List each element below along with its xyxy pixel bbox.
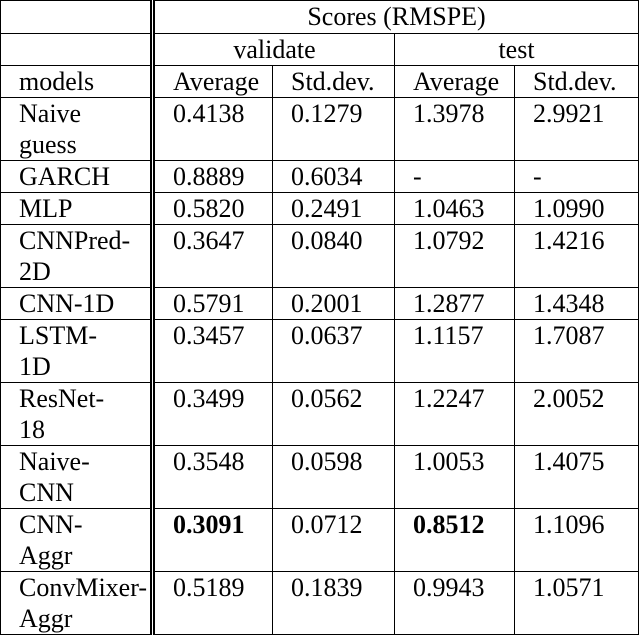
corner-cell-2 bbox=[1, 34, 153, 66]
column-header-models: models bbox=[1, 66, 153, 98]
header-row-group bbox=[1, 1, 639, 34]
model-name-cell bbox=[1, 193, 153, 225]
model-name-cell bbox=[1, 288, 153, 320]
model-name-cell bbox=[1, 446, 153, 509]
cell-validate-average: 0.3548 bbox=[153, 446, 273, 509]
cell-test-average: - bbox=[395, 161, 515, 193]
cell-validate-stddev: 0.6034 bbox=[273, 161, 395, 193]
table-row bbox=[1, 383, 639, 446]
cell-validate-stddev: 0.0598 bbox=[273, 446, 395, 509]
model-name-cell bbox=[1, 572, 153, 635]
table-row bbox=[1, 98, 639, 161]
column-header-validate-average: Average bbox=[153, 66, 273, 98]
cell-test-average: 1.0792 bbox=[395, 225, 515, 288]
model-name-line: CNN-1D bbox=[19, 289, 115, 318]
cell-test-stddev: 1.1096 bbox=[515, 509, 639, 572]
table-row bbox=[1, 572, 639, 635]
corner-cell bbox=[1, 1, 153, 34]
model-name-line: CNN- bbox=[19, 510, 83, 539]
cell-test-average: 1.2877 bbox=[395, 288, 515, 320]
model-name-line: CNN bbox=[19, 478, 74, 507]
model-name-line: CNNPred- bbox=[19, 226, 131, 255]
model-name-cell bbox=[1, 383, 153, 446]
model-name-cell bbox=[1, 320, 153, 383]
model-name-line: GARCH bbox=[19, 162, 111, 191]
cell-test-average: 1.0053 bbox=[395, 446, 515, 509]
cell-test-average: 1.0463 bbox=[395, 193, 515, 225]
table-row bbox=[1, 320, 639, 383]
cell-validate-average: 0.3499 bbox=[153, 383, 273, 446]
cell-test-stddev: 1.4348 bbox=[515, 288, 639, 320]
cell-test-stddev: 1.7087 bbox=[515, 320, 639, 383]
cell-test-stddev: 1.0571 bbox=[515, 572, 639, 635]
model-name-cell bbox=[1, 161, 153, 193]
cell-test-stddev: - bbox=[515, 161, 639, 193]
model-name-line: Aggr bbox=[19, 541, 73, 570]
cell-validate-average: 0.5820 bbox=[153, 193, 273, 225]
cell-test-stddev: 1.0990 bbox=[515, 193, 639, 225]
column-header-test-average: Average bbox=[395, 66, 515, 98]
cell-test-average: 1.3978 bbox=[395, 98, 515, 161]
subgroup-validate: validate bbox=[153, 34, 395, 66]
table-row bbox=[1, 161, 639, 193]
model-name-cell bbox=[1, 225, 153, 288]
cell-validate-average: 0.5791 bbox=[153, 288, 273, 320]
model-name-line: ResNet- bbox=[19, 384, 105, 413]
cell-test-average: 1.2247 bbox=[395, 383, 515, 446]
model-name-line: guess bbox=[19, 130, 77, 159]
table-row bbox=[1, 193, 639, 225]
model-name-line: Naive bbox=[19, 99, 82, 128]
cell-validate-stddev: 0.0840 bbox=[273, 225, 395, 288]
cell-validate-average: 0.3647 bbox=[153, 225, 273, 288]
cell-test-average: 0.8512 bbox=[395, 509, 515, 572]
cell-test-stddev: 1.4216 bbox=[515, 225, 639, 288]
table-row bbox=[1, 288, 639, 320]
header-row-columns bbox=[1, 66, 639, 98]
cell-validate-stddev: 0.0637 bbox=[273, 320, 395, 383]
cell-test-stddev: 2.9921 bbox=[515, 98, 639, 161]
cell-test-stddev: 1.4075 bbox=[515, 446, 639, 509]
cell-validate-stddev: 0.0712 bbox=[273, 509, 395, 572]
cell-validate-average: 0.3091 bbox=[153, 509, 273, 572]
cell-validate-average: 0.5189 bbox=[153, 572, 273, 635]
table-row bbox=[1, 225, 639, 288]
model-name-line: Aggr bbox=[19, 604, 73, 633]
table-row bbox=[1, 446, 639, 509]
cell-test-average: 0.9943 bbox=[395, 572, 515, 635]
cell-validate-stddev: 0.0562 bbox=[273, 383, 395, 446]
cell-validate-average: 0.8889 bbox=[153, 161, 273, 193]
model-name-line: 2D bbox=[19, 257, 51, 286]
group-header: Scores (RMSPE) bbox=[153, 1, 639, 34]
header-row-subgroup bbox=[1, 34, 639, 66]
cell-test-stddev: 2.0052 bbox=[515, 383, 639, 446]
subgroup-test: test bbox=[395, 34, 639, 66]
cell-test-average: 1.1157 bbox=[395, 320, 515, 383]
model-name-line: LSTM- bbox=[19, 321, 97, 350]
cell-validate-stddev: 0.2491 bbox=[273, 193, 395, 225]
table-row bbox=[1, 509, 639, 572]
model-name-line: 18 bbox=[19, 415, 45, 444]
model-name-line: Naive- bbox=[19, 447, 90, 476]
column-header-test-stddev: Std.dev. bbox=[515, 66, 639, 98]
cell-validate-stddev: 0.1279 bbox=[273, 98, 395, 161]
model-name-line: 1D bbox=[19, 352, 51, 381]
cell-validate-average: 0.4138 bbox=[153, 98, 273, 161]
model-name-cell bbox=[1, 98, 153, 161]
cell-validate-stddev: 0.1839 bbox=[273, 572, 395, 635]
model-name-cell bbox=[1, 509, 153, 572]
model-name-line: ConvMixer- bbox=[19, 573, 148, 602]
column-header-validate-stddev: Std.dev. bbox=[273, 66, 395, 98]
model-name-line: MLP bbox=[19, 194, 73, 223]
cell-validate-average: 0.3457 bbox=[153, 320, 273, 383]
cell-validate-stddev: 0.2001 bbox=[273, 288, 395, 320]
